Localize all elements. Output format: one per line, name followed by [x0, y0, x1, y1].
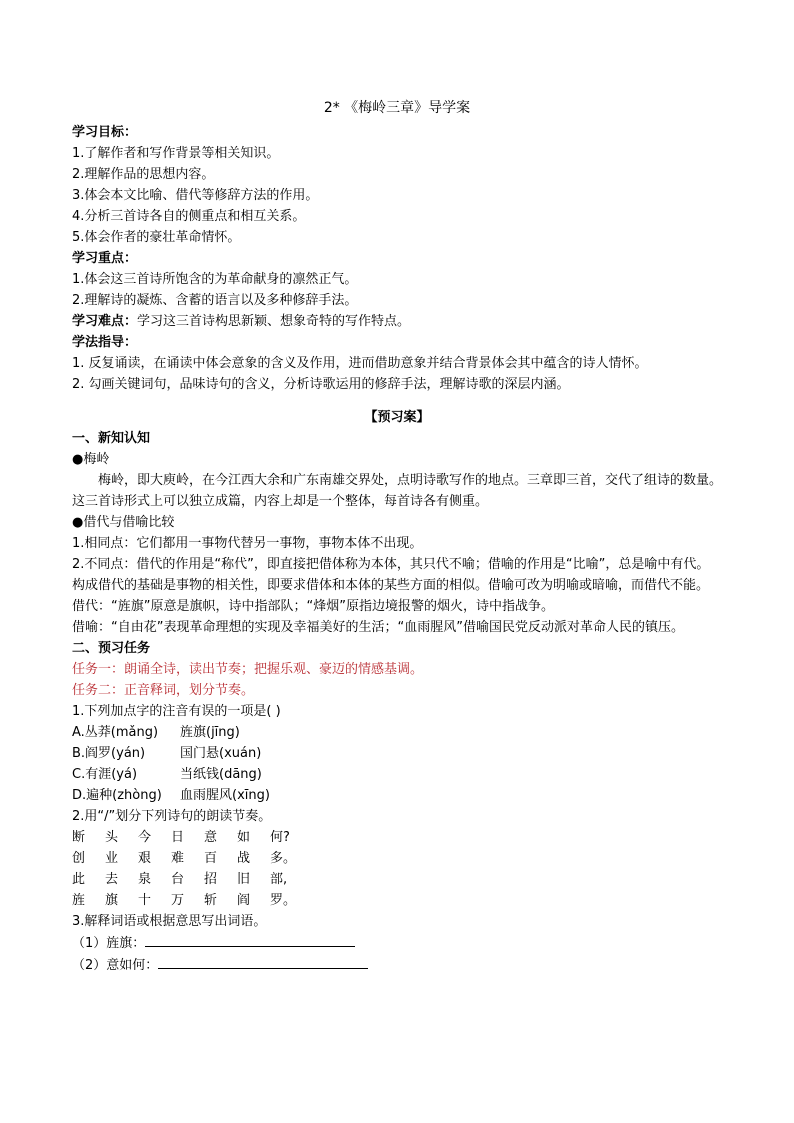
jieyu-line: 借喻：“自由花”表现革命理想的实现及幸福美好的生活；“血雨腥风”借喻国民党反动派对革命人民的镇压。	[72, 620, 684, 635]
poem-char: 旧	[237, 872, 251, 887]
section-preview-tasks: 二、预习任务	[72, 641, 151, 656]
poem-char: 何?	[270, 830, 290, 845]
method-item: 1. 反复诵读，在诵读中体会意象的含义及作用，进而借助意象并结合背景体会其中蕴含的诗人情怀。	[72, 356, 648, 371]
poem-char: 招	[204, 872, 218, 887]
poem-char: 部,	[270, 872, 288, 887]
option-b-2: 国门悬(xuán)	[180, 746, 262, 761]
poem-char: 创	[72, 851, 86, 866]
option-c-1: C.有涯(yá)	[72, 767, 138, 782]
option-row	[72, 764, 722, 785]
poem-char: 万	[171, 893, 185, 908]
poem-char: 业	[105, 851, 119, 866]
option-b-1: B.阎罗(yán)	[72, 746, 146, 761]
poem-line	[72, 890, 722, 911]
preview-heading: 【预习案】	[364, 410, 430, 425]
poem-char: 今	[138, 830, 152, 845]
poem-char: 难	[171, 851, 185, 866]
goal-item: 5.体会作者的豪壮革命情怀。	[72, 230, 241, 245]
poem-char: 去	[105, 872, 119, 887]
question-3: 3.解释词语或根据意思写出词语。	[72, 914, 267, 929]
option-d-2: 血雨腥风(xīng)	[180, 788, 270, 803]
poem-line	[72, 827, 722, 848]
task-one: 任务一：朗诵全诗，读出节奏；把握乐观、豪迈的情感基调。	[72, 662, 424, 677]
goal-item: 1.了解作者和写作背景等相关知识。	[72, 146, 280, 161]
poem-char: 多。	[270, 851, 297, 866]
poem-char: 泉	[138, 872, 152, 887]
poem-line	[72, 869, 722, 890]
difficulty-text: 学习这三首诗构思新颖、想象奇特的写作特点。	[137, 314, 411, 329]
blank-label: （2）意如何：	[72, 958, 159, 973]
compare-heading: ●借代与借喻比较	[72, 515, 175, 530]
key-point-item: 2.理解诗的凝炼、含蓄的语言以及多种修辞手法。	[72, 293, 358, 308]
difficulty-line	[72, 311, 722, 332]
goal-item: 4.分析三首诗各自的侧重点和相互关系。	[72, 209, 306, 224]
poem-char: 头	[105, 830, 119, 845]
poem-char: 艰	[138, 851, 152, 866]
poem-char: 百	[204, 851, 218, 866]
blank-label: （1）旌旗：	[72, 936, 146, 951]
task-two: 任务二：正音释词，划分节奏。	[72, 683, 255, 698]
goals-heading: 学习目标：	[72, 125, 138, 140]
poem-char: 台	[171, 872, 185, 887]
poem-char: 斩	[204, 893, 218, 908]
option-a-1: A.丛莽(mǎng)	[72, 725, 159, 740]
goal-item: 3.体会本文比喻、借代等修辞方法的作用。	[72, 188, 319, 203]
option-row	[72, 743, 722, 764]
document-page	[72, 96, 722, 976]
poem-char: 此	[72, 872, 86, 887]
poem-char: 十	[138, 893, 152, 908]
poem-char: 日	[171, 830, 185, 845]
poem-line	[72, 848, 722, 869]
same-point: 1.相同点：它们都用一事物代替另一事物，事物本体不出现。	[72, 536, 423, 551]
poem-char: 如	[237, 830, 251, 845]
difficulty-heading: 学习难点：	[72, 314, 138, 329]
option-c-2: 当纸钱(dāng)	[180, 767, 262, 782]
key-points-heading: 学习重点：	[72, 251, 138, 266]
meiling-paragraph: 梅岭，即大庾岭，在今江西大余和广东南雄交界处，点明诗歌写作的地点。三章即三首，交代了组诗的数量。这三首诗形式上可以独立成篇，内容上却是一个整体，每首诗各有侧重。	[72, 473, 723, 509]
meiling-heading: ●梅岭	[72, 452, 110, 467]
poem-char: 罗。	[270, 893, 297, 908]
goal-item: 2.理解作品的思想内容。	[72, 167, 215, 182]
method-heading: 学法指导：	[72, 335, 138, 350]
section-new-knowledge: 一、新知认知	[72, 431, 151, 446]
poem-char: 旗	[105, 893, 119, 908]
key-point-item: 1.体会这三首诗所饱含的为革命献身的凛然正气。	[72, 272, 358, 287]
page-title: 2* 《梅岭三章》导学案	[323, 100, 471, 116]
option-row	[72, 785, 722, 806]
poem-char: 阎	[237, 893, 251, 908]
option-d-1: D.遍种(zhòng)	[72, 788, 162, 803]
poem-char: 断	[72, 830, 86, 845]
answer-blank[interactable]	[145, 932, 355, 947]
option-a-2: 旌旗(jīng)	[180, 725, 240, 740]
answer-blank[interactable]	[158, 954, 368, 969]
blank-line-1	[72, 932, 722, 954]
method-item: 2. 勾画关键词句，品味诗句的含义，分析诗歌运用的修辞手法，理解诗歌的深层内涵。	[72, 377, 570, 392]
poem-char: 意	[204, 830, 218, 845]
poem-char: 旌	[72, 893, 86, 908]
blank-line-2	[72, 954, 722, 976]
poem-char: 战	[237, 851, 251, 866]
question-2: 2.用“/”划分下列诗句的朗读节奏。	[72, 809, 272, 824]
option-row	[72, 722, 722, 743]
diff-point: 2.不同点：借代的作用是“称代”，即直接把借体称为本体，其只代不喻；借喻的作用是“比喻”，总是喻中有代。构成借代的基础是事物的相关性，即要求借体和本体的某些方面的相似。借喻可改为明喻或暗喻，而借代不能。	[72, 557, 710, 593]
jiedai-line: 借代：“旌旗”原意是旗帜，诗中指部队；“烽烟”原指边境报警的烟火，诗中指战争。	[72, 599, 554, 614]
question-1: 1.下列加点字的注音有误的一项是( )	[72, 704, 281, 719]
